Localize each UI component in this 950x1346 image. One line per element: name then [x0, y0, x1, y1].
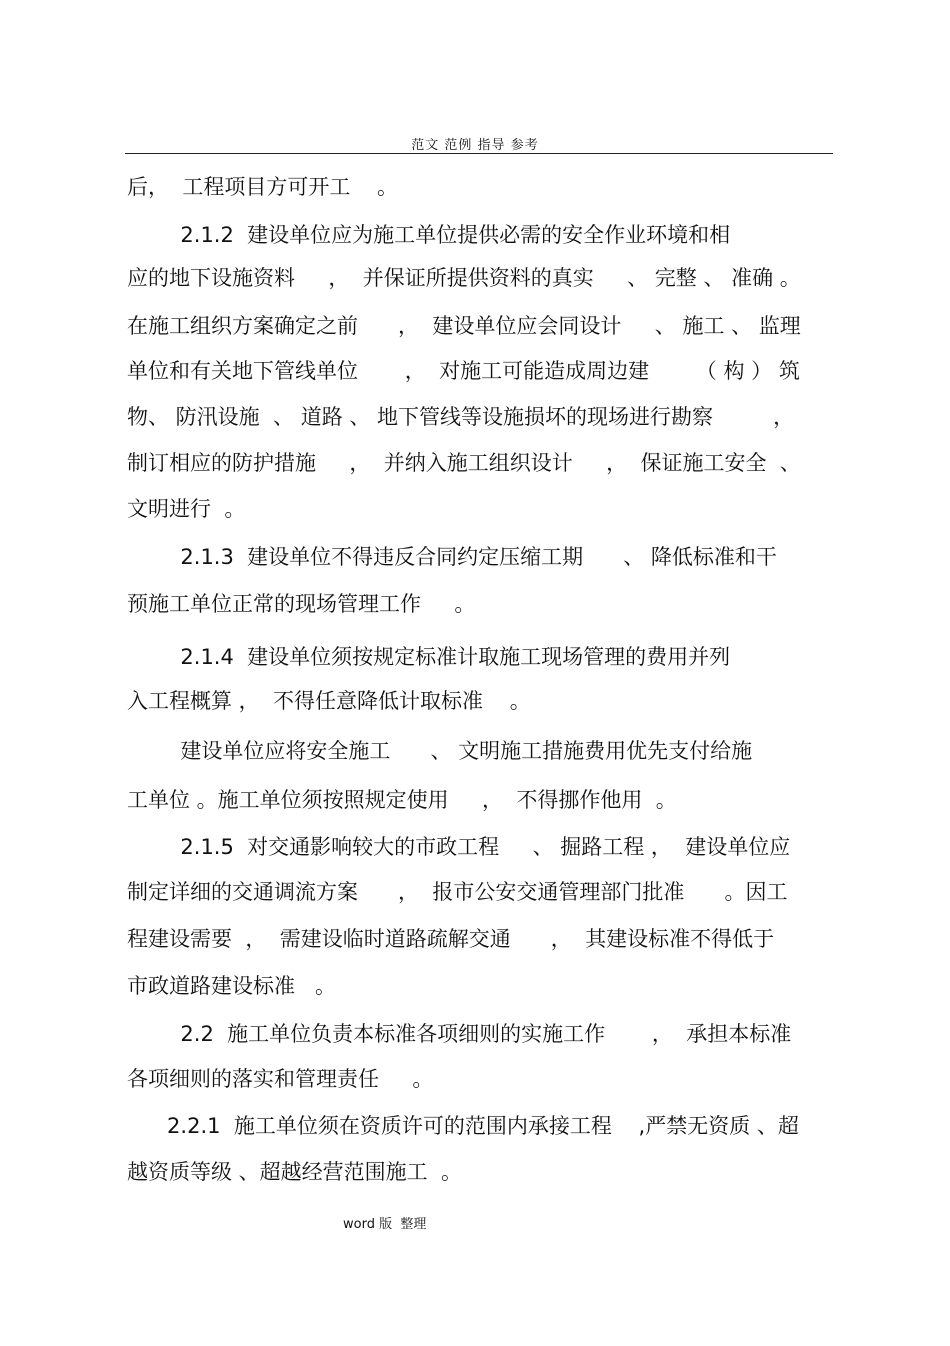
- text-line: 在施工组织方案确定之前 ， 建设单位应会同设计 、 施工 、 监理: [127, 314, 801, 338]
- text-line: 2.2 施工单位负责本标准各项细则的实施工作 ， 承担本标准: [127, 1022, 792, 1046]
- text-line: 入工程概算 ， 不得任意降低计取标准 。: [127, 689, 531, 713]
- text-line: 制定详细的交通调流方案 ， 报市公安交通管理部门批准 。因工: [127, 880, 788, 904]
- text-line: 后， 工程项目方可开工 。: [127, 175, 399, 199]
- text-line: 市政道路建设标准 。: [127, 974, 337, 998]
- text-line: 建设单位应将安全施工 、 文明施工措施费用优先支付给施: [127, 739, 753, 763]
- text-line: 物、 防汛设施 、 道路 、 地下管线等设施损坏的现场进行勘察 ，: [127, 405, 795, 429]
- text-line: 2.1.4 建设单位须按规定标准计取施工现场管理的费用并列: [127, 645, 731, 669]
- text-line: 预施工单位正常的现场管理工作 。: [127, 592, 476, 616]
- header-rule: [125, 153, 833, 154]
- text-line: 2.1.2 建设单位应为施工单位提供必需的安全作业环境和相: [127, 223, 731, 247]
- text-line: 程建设需要 ， 需建设临时道路疏解交通 ， 其建设标准不得低于: [127, 927, 775, 951]
- text-line: 工单位 。施工单位须按照规定使用 ， 不得挪作他用 。: [127, 788, 677, 812]
- text-line: 应的地下设施资料 ， 并保证所提供资料的真实 、 完整 、 准确 。: [127, 266, 801, 290]
- text-line: 单位和有关地下管线单位 ， 对施工可能造成周边建 （ 构 ） 筑: [127, 359, 800, 383]
- text-line: 越资质等级 、超越经营范围施工 。: [127, 1160, 463, 1184]
- text-line: 2.1.5 对交通影响较大的市政工程 、 掘路工程 ， 建设单位应: [127, 835, 791, 859]
- page-footer: word 版 整理: [343, 1217, 427, 1232]
- text-line: 文明进行 。: [127, 497, 246, 521]
- text-line: 2.1.3 建设单位不得违反合同约定压缩工期 、 降低标准和干: [127, 545, 777, 569]
- text-line: 各项细则的落实和管理责任 。: [127, 1067, 434, 1091]
- page-header: 范文 范例 指导 参考: [411, 138, 539, 153]
- text-line: 制订相应的防护措施 ， 并纳入施工组织设计 ， 保证施工安全 、: [127, 451, 801, 475]
- text-line: 2.2.1 施工单位须在资质许可的范围内承接工程 ,严禁无资质 、超: [127, 1114, 799, 1138]
